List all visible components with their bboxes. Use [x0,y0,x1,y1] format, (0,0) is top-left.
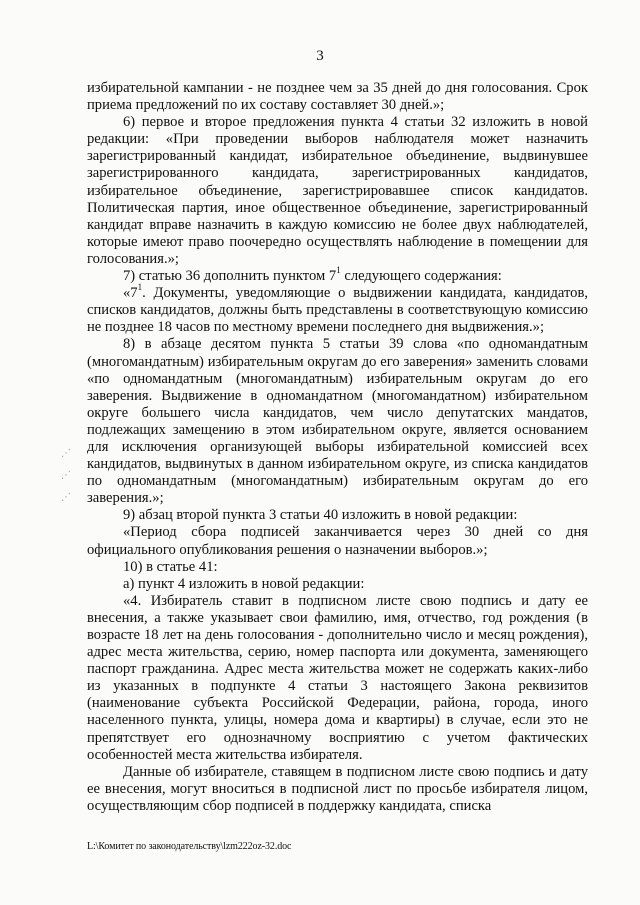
superscript: 1 [137,282,143,293]
paragraph-text: 7) статью 36 дополнить пунктом 7 [123,268,337,285]
paragraph-text: следующего содержания: [340,268,502,285]
footer-file-path: L:\Комитет по законодательству\lzm222oz-32.doc [87,841,292,852]
paragraph: 8) в абзаце десятом пункта 5 статьи 39 слова «по одномандатным (многомандатным) избирательным округам до его заверения» заменить словами «по одномандатным (многомандатным) избирательным округам до его заверения. Выдвижение в одномандатном (многомандатном) избирательном округе большего числа кандидатов, чем число депутатских мандатов, подлежащих замещению в этом избирательном округе, является основанием для исключения организующей выборы избирательной комиссией всех кандидатов, выдвинутых в данном избирательном округе, из списка кандидатов по одномандатным (многомандатным) избирательным округам до его заверения.»; [87,336,588,507]
paragraph: «4. Избиратель ставит в подписном листе свою подпись и дату ее внесения, а также указывает свои фамилию, имя, отчество, год рождения (в возрасте 18 лет на день голосования - дополнительно число и месяц рождения), адрес места жительства, серию, номер паспорта или документа, заменяющего паспорт гражданина. Адрес места жительства может не содержать каких-либо из указанных в подпункте 4 статьи 3 настоящего Закона реквизитов (наименование субъекта Российской Федерации, района, города, иного населенного пункта, улицы, номера дома и квартиры) в случае, если это не препятствует его однозначному восприятию с учетом фактических особенностей места жительства избирателя. [87,592,588,763]
scan-mark-icon: ⋰ [61,470,71,481]
page-number: 3 [316,48,324,64]
paragraph: избирательной кампании - не позднее чем за 35 дней до дня голосования. Срок приема предложений по их составу составляет 30 дней.»; [87,80,588,114]
paragraph: 6) первое и второе предложения пункта 4 статьи 32 изложить в новой редакции: «При проведении выборов наблюдателя может назначить зарегистрированный кандидат, избирательное объединение, выдвинувшее зарегистрированного кандидата, зарегистрированных кандидатов, избирательное объединение, зарегистрировавшее список кандидатов. Политическая партия, иное общественное объединение, зарегистрированный кандидат вправе назначить в каждую комиссию не более двух наблюдателей, которые имеют право поочередно осуществлять наблюдение в помещении для голосования.»; [87,114,588,267]
scan-mark-icon: ⋰ [61,448,71,459]
paragraph [87,265,588,285]
scan-mark-icon: ⋰ [61,492,71,503]
paragraph: «Период сбора подписей заканчивается через 30 дней со дня официального опубликования решения о назначении выборов.»; [87,524,588,558]
document-body [87,80,588,815]
paragraph: 9) абзац второй пункта 3 статьи 40 изложить в новой редакции: [123,507,518,524]
paragraph: Данные об избирателе, ставящем в подписном листе свою подпись и дату ее внесения, могут вноситься в подписной лист по просьбе избирателя лицом, осуществляющим сбор подписей в поддержку кандидата, списка [87,763,588,814]
paragraph: 10) в статье 41: [123,558,218,575]
paragraph-text: «7 [123,285,138,302]
paragraph [87,282,588,336]
superscript: 1 [336,265,341,276]
paragraph: а) пункт 4 изложить в новой редакции: [123,575,365,592]
paragraph-text: . Документы, уведомляющие о выдвижении кандидата, кандидатов, списков кандидатов, должны быть представлены в соответствующую комиссию не позднее 18 часов по местному времени последнего дня выдвижения.»; [87,285,588,336]
